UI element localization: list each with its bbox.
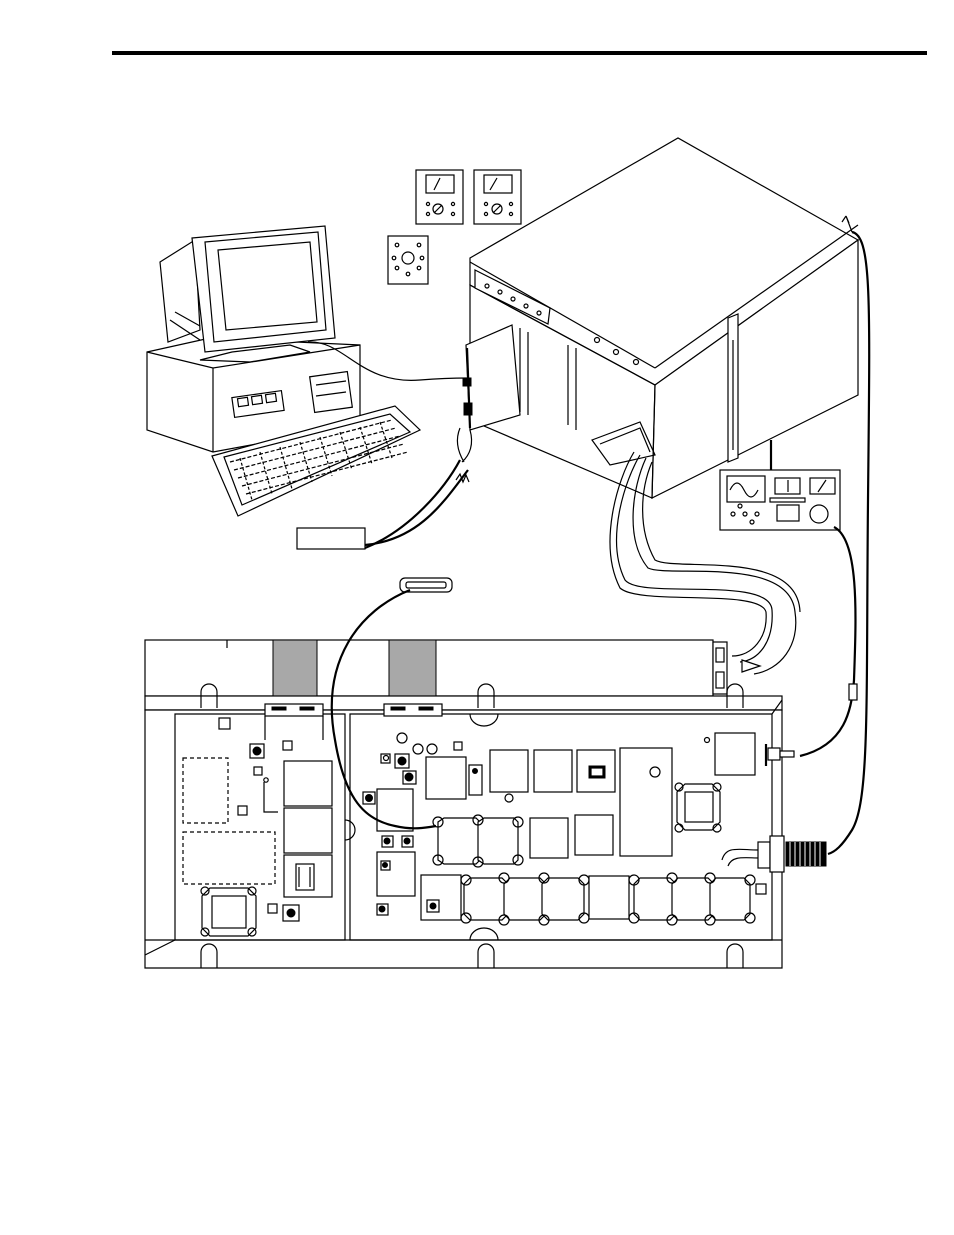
scope-probe-cable [800, 527, 855, 756]
test-lead-1 [365, 470, 468, 545]
test-lead-2 [365, 460, 460, 548]
meter-2 [474, 170, 521, 224]
test-chassis [463, 138, 858, 498]
circuit-card [145, 700, 782, 968]
card-fixture [145, 640, 782, 710]
side-connector-bottom [758, 836, 826, 872]
meter-1 [416, 170, 463, 224]
signal-source-panel [388, 236, 428, 284]
test-lead-box [297, 528, 365, 549]
